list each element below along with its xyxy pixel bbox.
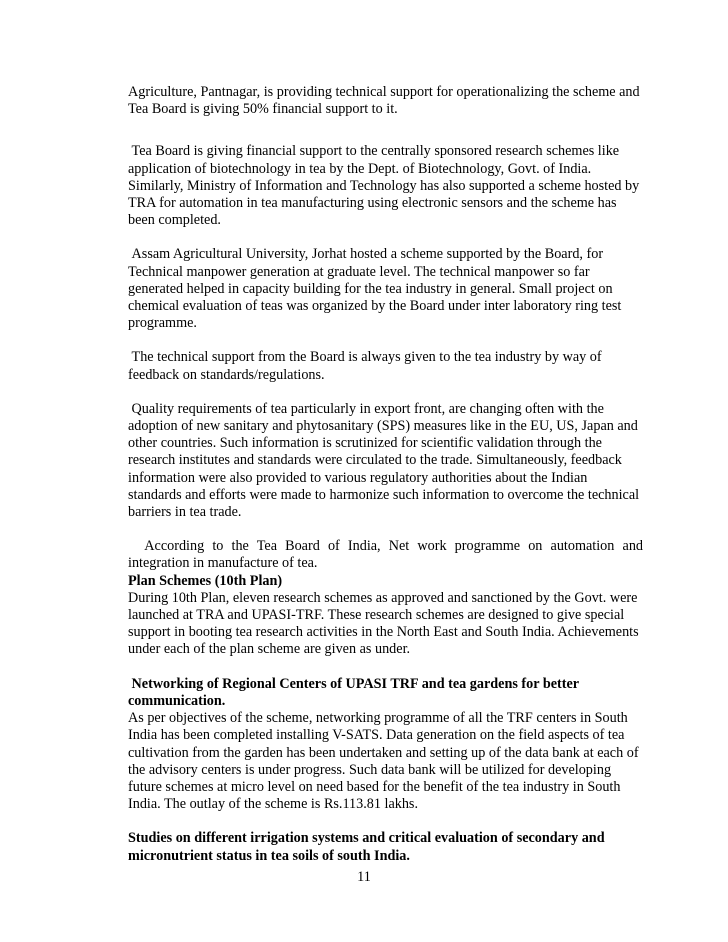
paragraph-biotechnology: Tea Board is giving financial support to the centrally sponsored research schemes like application of biotechnology in tea by the Dept. of Biotechnology, Govt. of India. Similarly, Ministry of Information and Technology has also supported a scheme hosted by TRA for automation in tea manufacturing using electronic sensors and the scheme has been completed. bbox=[128, 143, 643, 229]
paragraph-plan-schemes: During 10th Plan, eleven research schemes as approved and sanctioned by the Govt. were launched at TRA and UPASI-TRF. These research schemes are designed to give special support in booting tea research activities in the North East and South India. Achievements under each of the plan scheme are given as under. bbox=[128, 589, 639, 658]
paragraph-network-programme: According to the Tea Board of India, Net work programme on automation and integration in manufacture of tea. bbox=[128, 538, 647, 572]
page-number: 11 bbox=[357, 869, 371, 885]
heading-networking: Networking of Regional Centers of UPASI TRF and tea gardens for better communication. bbox=[128, 675, 583, 709]
heading-plan-schemes: Plan Schemes (10th Plan) bbox=[128, 572, 283, 589]
paragraph-technical-support: The technical support from the Board is always given to the tea industry by way of feedback on standards/regulations. bbox=[128, 349, 606, 383]
paragraph-networking: As per objectives of the scheme, networking programme of all the TRF centers in South India has been completed installing V-SATS. Data generation on the field aspects of tea cultivation from the garden has been undertaken and setting up of the data bank at each of the advisory centers is under progress. Such data bank will be utilized for developing future schemes at micro level on need based for the benefit of the tea industry in South India. The outlay of the scheme is Rs.113.81 lakhs. bbox=[128, 710, 639, 813]
page-content bbox=[128, 84, 647, 865]
paragraph-pantnagar: Agriculture, Pantnagar, is providing technical support for operationalizing the scheme and Tea Board is giving 50% financial support to it. bbox=[128, 84, 640, 118]
paragraph-assam-university: Assam Agricultural University, Jorhat hosted a scheme supported by the Board, for Technical manpower generation at graduate level. The technical manpower so far generated helped in capacity building for the tea industry in general. Small project on chemical evaluation of teas was organized by the Board under inter laboratory ring test programme. bbox=[128, 246, 625, 332]
heading-irrigation: Studies on different irrigation systems and critical evaluation of secondary and micronutrient status in tea soils of south India. bbox=[128, 830, 605, 864]
paragraph-quality-requirements: Quality requirements of tea particularly in export front, are changing often with the adoption of new sanitary and phytosanitary (SPS) measures like in the EU, US, Japan and other countries. Such information is scrutinized for scientific validation through the research institutes and standards were circulated to the trade. Simultaneously, feedback information were also provided to various regulatory authorities about the Indian standards and efforts were made to harmonize such information to overcome the technical barriers in tea trade. bbox=[128, 400, 643, 521]
